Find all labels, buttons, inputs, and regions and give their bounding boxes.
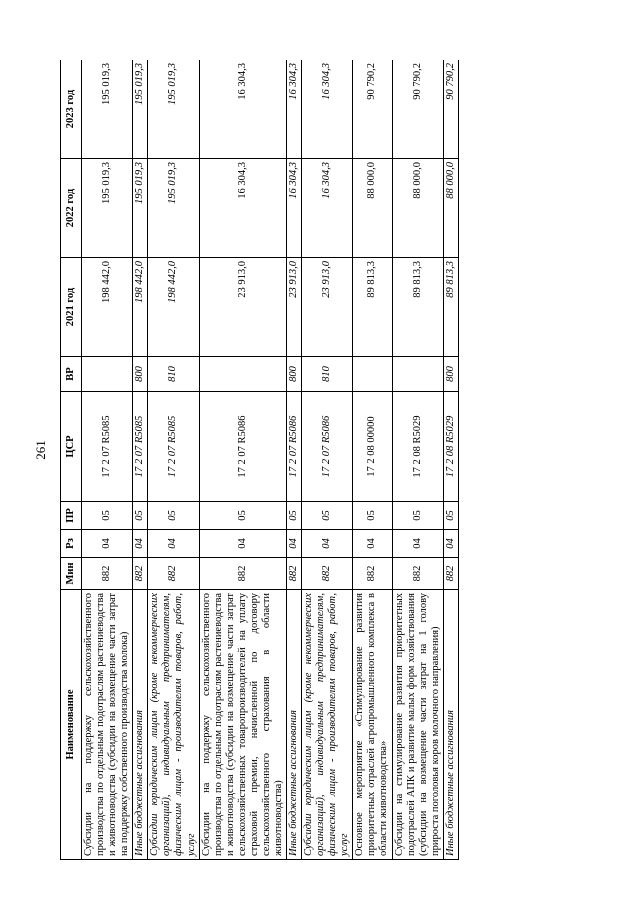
cell-min: 882 <box>82 558 133 590</box>
header-2023: 2023 год <box>61 60 82 159</box>
table-row <box>287 60 302 860</box>
cell-name: Субсидии юридическим лицам (кроме некоммерческих организаций), индивидуальным предпринимателям, физическим лицам - производителям товаров, работ, услуг <box>148 590 199 860</box>
cell-vr: 810 <box>148 357 199 392</box>
cell-min: 882 <box>353 558 392 590</box>
cell-csr: 17 2 07 R5086 <box>287 392 302 502</box>
cell-name: Иные бюджетные ассигнования <box>287 590 302 860</box>
cell-csr: 17 2 07 R5086 <box>302 392 353 502</box>
cell-2023: 16 304,3 <box>287 60 302 159</box>
cell-2021: 23 913,0 <box>287 258 302 357</box>
cell-2023: 195 019,3 <box>82 60 133 159</box>
cell-pr: 05 <box>148 502 199 530</box>
cell-min: 882 <box>133 558 148 590</box>
table-row <box>443 60 458 860</box>
cell-2023: 90 790,2 <box>392 60 443 159</box>
cell-name: Субсидии юридическим лицам (кроме некоммерческих организаций), индивидуальным предпринимателям, физическим лицам - производителям товаров, работ, услуг <box>302 590 353 860</box>
cell-2021: 198 442,0 <box>148 258 199 357</box>
cell-vr: 800 <box>443 357 458 392</box>
cell-vr <box>199 357 286 392</box>
cell-pr: 05 <box>82 502 133 530</box>
cell-2022: 16 304,3 <box>287 159 302 258</box>
cell-csr: 17 2 07 R5086 <box>199 392 286 502</box>
header-name: Наименование <box>61 590 82 860</box>
page-number: 261 <box>33 440 48 460</box>
cell-vr <box>392 357 443 392</box>
header-2021: 2021 год <box>61 258 82 357</box>
cell-pr: 05 <box>392 502 443 530</box>
cell-vr <box>82 357 133 392</box>
cell-min: 882 <box>199 558 286 590</box>
cell-2023: 195 019,3 <box>133 60 148 159</box>
cell-2023: 90 790,2 <box>353 60 392 159</box>
cell-2021: 198 442,0 <box>82 258 133 357</box>
cell-2021: 23 913,0 <box>199 258 286 357</box>
cell-csr: 17 2 07 R5085 <box>133 392 148 502</box>
cell-2022: 88 000,0 <box>353 159 392 258</box>
cell-2023: 16 304,3 <box>302 60 353 159</box>
table-row <box>353 60 392 860</box>
cell-csr: 17 2 08 R5029 <box>443 392 458 502</box>
cell-pr: 05 <box>353 502 392 530</box>
cell-vr <box>353 357 392 392</box>
cell-2021: 89 813,3 <box>353 258 392 357</box>
cell-name: Субсидии на стимулирование развития приоритетных подотраслей АПК и развитие малых форм хозяйствования (субсидии на возмещение части затрат на 1 голову прироста поголовья коров молочного направления) <box>392 590 443 860</box>
cell-pr: 05 <box>443 502 458 530</box>
cell-name: Иные бюджетные ассигнования <box>443 590 458 860</box>
table-row <box>148 60 199 860</box>
cell-csr: 17 2 07 R5085 <box>148 392 199 502</box>
cell-2023: 16 304,3 <box>199 60 286 159</box>
header-2022: 2022 год <box>61 159 82 258</box>
budget-table <box>60 60 459 860</box>
cell-csr: 17 2 08 00000 <box>353 392 392 502</box>
cell-2023: 90 790,2 <box>443 60 458 159</box>
cell-rz: 04 <box>353 530 392 558</box>
cell-2021: 198 442,0 <box>133 258 148 357</box>
cell-rz: 04 <box>199 530 286 558</box>
table-row <box>133 60 148 860</box>
cell-2022: 195 019,3 <box>82 159 133 258</box>
cell-name: Субсидии на поддержку сельскохозяйственного производства по отдельным подотраслям растениеводства и животноводства (субсидии на возмещение части затрат сельскохозяйственных товаропроизводителей на уплату страховой премии, начисленной по договору сельскохозяйственного страхования в области животноводства) <box>199 590 286 860</box>
cell-csr: 17 2 07 R5085 <box>82 392 133 502</box>
cell-2023: 195 019,3 <box>148 60 199 159</box>
cell-2022: 16 304,3 <box>302 159 353 258</box>
table-row <box>199 60 286 860</box>
cell-2021: 23 913,0 <box>302 258 353 357</box>
header-csr: ЦСР <box>61 392 82 502</box>
cell-2022: 88 000,0 <box>443 159 458 258</box>
cell-min: 882 <box>302 558 353 590</box>
cell-vr: 800 <box>133 357 148 392</box>
cell-name: Иные бюджетные ассигнования <box>133 590 148 860</box>
header-pr: ПР <box>61 502 82 530</box>
cell-pr: 05 <box>199 502 286 530</box>
header-vr: ВР <box>61 357 82 392</box>
header-min: Мин <box>61 558 82 590</box>
cell-rz: 04 <box>392 530 443 558</box>
cell-2022: 195 019,3 <box>148 159 199 258</box>
cell-2021: 89 813,3 <box>443 258 458 357</box>
rotated-page <box>60 60 550 860</box>
cell-min: 882 <box>287 558 302 590</box>
cell-min: 882 <box>443 558 458 590</box>
table-header-row <box>61 60 82 860</box>
cell-name: Основное мероприятие «Стимулирование развития приоритетных отраслей агропромышленного комплекса в области животноводства» <box>353 590 392 860</box>
header-rz: Рз <box>61 530 82 558</box>
rotated-content <box>60 60 550 860</box>
cell-rz: 04 <box>302 530 353 558</box>
cell-2021: 89 813,3 <box>392 258 443 357</box>
cell-vr: 800 <box>287 357 302 392</box>
cell-rz: 04 <box>287 530 302 558</box>
cell-2022: 88 000,0 <box>392 159 443 258</box>
cell-rz: 04 <box>148 530 199 558</box>
cell-2022: 195 019,3 <box>133 159 148 258</box>
cell-2022: 16 304,3 <box>199 159 286 258</box>
cell-rz: 04 <box>443 530 458 558</box>
table-row <box>82 60 133 860</box>
cell-pr: 05 <box>287 502 302 530</box>
cell-min: 882 <box>148 558 199 590</box>
cell-min: 882 <box>392 558 443 590</box>
cell-vr: 810 <box>302 357 353 392</box>
cell-pr: 05 <box>133 502 148 530</box>
cell-csr: 17 2 08 R5029 <box>392 392 443 502</box>
cell-pr: 05 <box>302 502 353 530</box>
cell-rz: 04 <box>133 530 148 558</box>
cell-rz: 04 <box>82 530 133 558</box>
table-row <box>392 60 443 860</box>
table-row <box>302 60 353 860</box>
cell-name: Субсидии на поддержку сельскохозяйственного производства по отдельным подотраслям растениеводства и животноводства (субсидии на возмещение части затрат на поддержку собственного производства молока) <box>82 590 133 860</box>
